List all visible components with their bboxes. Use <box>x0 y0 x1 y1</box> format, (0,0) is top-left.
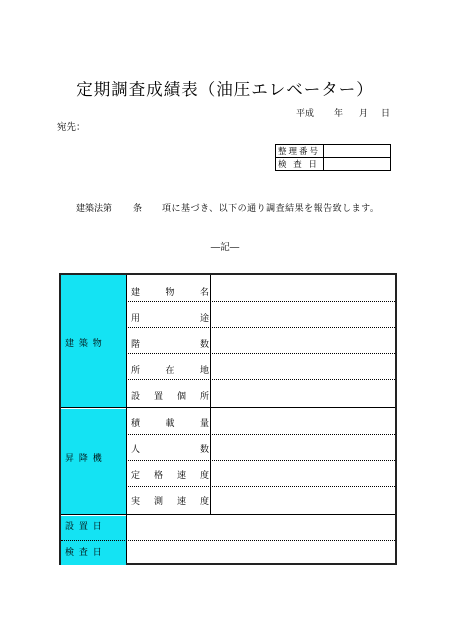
preamble-article: 条 <box>133 204 143 214</box>
date-year: 年 <box>334 109 344 119</box>
building-name-value[interactable] <box>212 277 395 299</box>
building-name-label: 建 物 名 <box>131 288 209 298</box>
ki-heading: ―記― <box>210 242 240 253</box>
ref-inspection-date-label: 検 査 日 <box>276 158 324 171</box>
row-divider <box>126 379 395 380</box>
section-divider <box>61 514 395 515</box>
floors-value[interactable] <box>212 329 395 351</box>
ref-number-label: 整理番号 <box>276 145 324 158</box>
passengers-value[interactable] <box>212 436 395 458</box>
row-divider <box>126 301 395 302</box>
preamble-text: 項に基づき、以下の通り調査結果を報告致します。 <box>162 204 380 214</box>
row-divider <box>126 486 395 487</box>
ref-row-inspection-date <box>276 158 391 171</box>
inspection-date-value[interactable] <box>128 542 395 564</box>
label-column-divider <box>126 275 127 563</box>
date-era: 平成 <box>296 109 315 119</box>
rated-speed-value[interactable] <box>212 462 395 484</box>
floors-label: 階 数 <box>131 340 209 350</box>
address-label: 所 在 地 <box>131 366 209 376</box>
inspection-table <box>59 273 397 565</box>
usage-value[interactable] <box>212 303 395 325</box>
preamble-law: 建築法第 <box>76 204 113 214</box>
ref-number-value[interactable] <box>324 145 391 158</box>
elevator-group-label: 昇 降 機 <box>65 454 103 464</box>
installation-date-value[interactable] <box>128 517 395 539</box>
addressee-label: 宛先： <box>57 122 86 133</box>
rated-speed-label: 定 格 速 度 <box>131 471 209 481</box>
inspection-date-label: 検 査 日 <box>65 548 103 558</box>
date-month: 月 <box>359 109 369 119</box>
load-capacity-label: 積 載 量 <box>131 419 209 429</box>
building-group-label: 建 築 物 <box>65 339 103 349</box>
usage-label: 用 途 <box>131 314 209 324</box>
installation-location-value[interactable] <box>212 381 395 405</box>
date-day: 日 <box>381 109 391 119</box>
row-divider <box>126 327 395 328</box>
measured-speed-label: 実 測 速 度 <box>131 497 209 507</box>
installation-date-label: 設 置 日 <box>65 522 103 532</box>
address-value[interactable] <box>212 355 395 377</box>
document-title: 定期調査成績表（油圧エレベーター） <box>76 80 374 99</box>
row-divider <box>126 353 395 354</box>
load-capacity-value[interactable] <box>212 410 395 432</box>
ref-row-number <box>276 145 391 158</box>
ref-inspection-date-value[interactable] <box>324 158 391 171</box>
reference-table <box>275 144 391 171</box>
row-divider <box>126 460 395 461</box>
item-column-divider <box>210 275 211 514</box>
row-divider <box>126 434 395 435</box>
section-divider <box>61 407 395 408</box>
row-divider <box>61 540 395 541</box>
passengers-label: 人 数 <box>131 445 209 455</box>
measured-speed-value[interactable] <box>212 488 395 512</box>
installation-location-label: 設 置 個 所 <box>131 392 209 402</box>
